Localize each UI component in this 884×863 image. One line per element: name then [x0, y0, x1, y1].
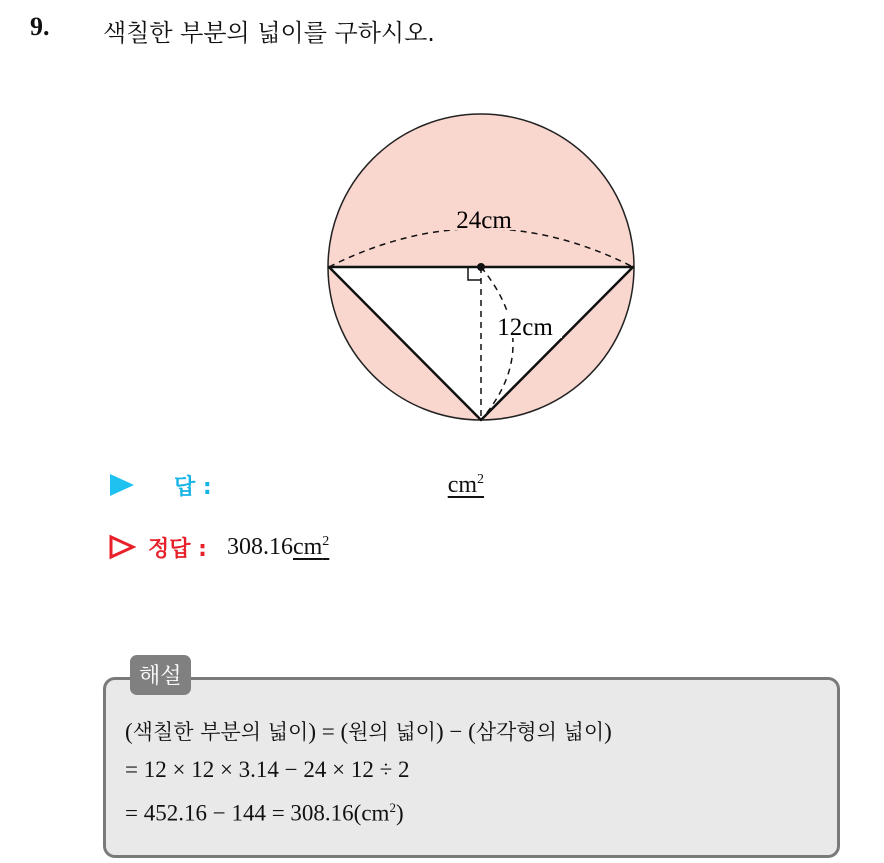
correct-answer-value: 308.16 [226, 533, 293, 560]
answer-label: 답 : [174, 474, 212, 500]
question-number: 9. [30, 12, 50, 41]
question-text: 색칠한 부분의 넓이를 구하시오. [103, 19, 435, 47]
explanation-content [125, 713, 612, 833]
correct-answer-label: 정답 : [148, 536, 207, 562]
filled-play-icon [108, 472, 136, 498]
diameter-label: 24cm [456, 207, 512, 234]
height-label: 12cm [497, 314, 553, 341]
correct-answer-unit: $cm^2$ [292, 533, 330, 560]
answer-unit: $cm^2$ [447, 471, 485, 498]
explanation-line-2: = 12 × 12 × 3.14 − 24 × 12 ÷ 2 [125, 757, 410, 782]
explanation-line-1: (색칠한 부분의 넓이) = (원의 넓이) − (삼각형의 넓이) [125, 719, 612, 744]
correct-answer-row [108, 530, 329, 564]
circle-triangle-figure [300, 100, 660, 450]
outline-play-icon [108, 534, 136, 560]
center-point [477, 263, 485, 271]
explanation-line-3: = $452.16 - 144 = 308.16(cm^2)$ [125, 800, 404, 826]
explanation-tab: 해설 [130, 655, 191, 695]
answer-row [108, 468, 484, 502]
